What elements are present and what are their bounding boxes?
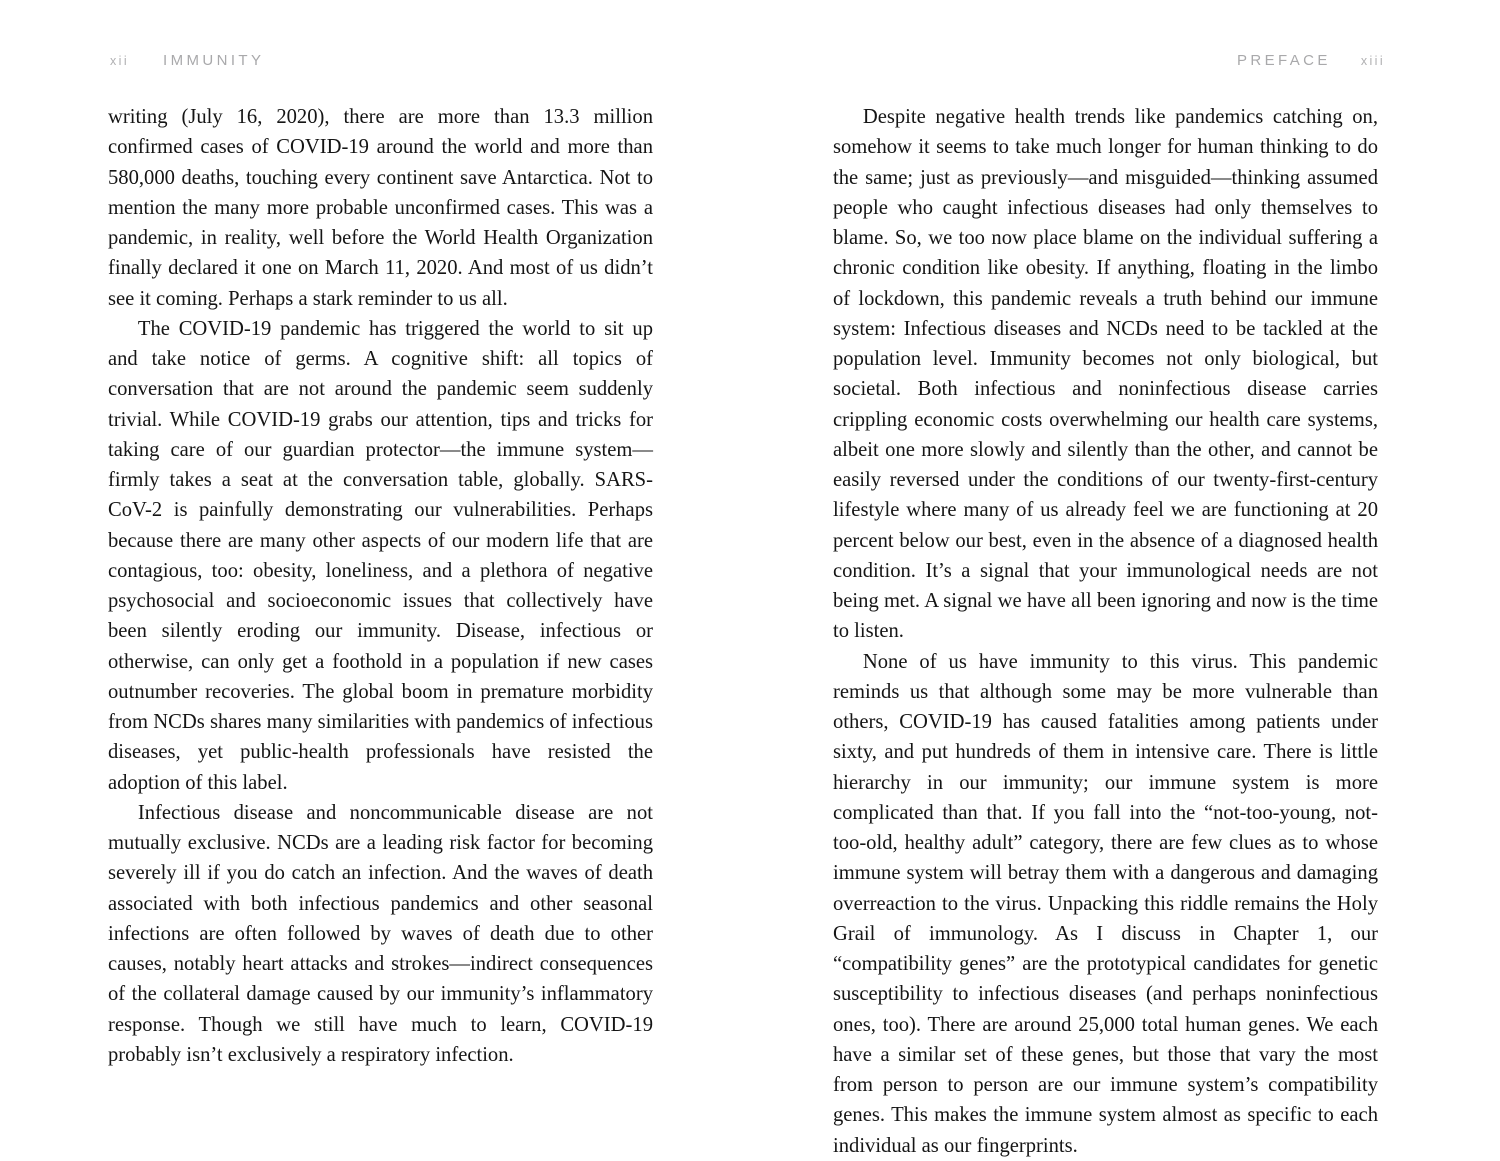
- paragraph: None of us have immunity to this virus. This pandemic reminds us that although some may be more vulnerable than others, COVID-19 has caused fatalities among patients under sixty, and put hundreds of them in intensive care. There is little hierarchy in our immunity; our immune system is more complicated than that. If you fall into the “not-too-young, not-too-old, healthy adult” category, there are few clues as to whose immune system will betray them with a dangerous and damaging overreaction to the virus. Unpacking this riddle remains the Holy Grail of immunology. As I discuss in Chapter 1, our “compatibility genes” are the prototypical candidates for genetic susceptibility to infectious diseases (and perhaps noninfectious ones, too). There are around 25,000 total human genes. We each have a similar set of these genes, but those that vary the most from person to person are our immune system’s compatibility genes. This makes the immune system almost as specific to each individual as our fingerprints.: [833, 650, 1378, 1157]
- recto-head-title: PREFACE: [1236, 52, 1331, 69]
- verso-head-title: IMMUNITY: [163, 52, 265, 69]
- paragraph: Despite negative health trends like pandemics catching on, somehow it seems to take much longer for human thinking to do the same; just as previously—and misguided—thinking assumed people who caught infectious diseases had only themselves to blame. So, we too now place blame on the individual suffering a chronic condition like obesity. If anything, floating in the limbo of lockdown, this pandemic reveals a truth behind our immune system: Infectious diseases and NCDs need to be tackled at the population level. Immunity becomes not only biological, but societal. Both infectious and noninfectious disease carries crippling economic costs overwhelming our health care systems, albeit one more slowly and silently than the other, and cannot be easily reversed under the conditions of our twenty-first-century lifestyle where many of us already feel we are functioning at 20 percent below our best, even in the absence of a diagnosed health condition. It’s a signal that your immunological needs are not being met. A signal we have all been ignoring and now is the time to listen.: [833, 106, 1378, 643]
- paragraph: Infectious disease and noncommunicable disease are not mutually exclusive. NCDs are a leading risk factor for becoming severely ill if you do catch an infection. And the waves of death associated with both infectious pandemics and other seasonal infections are often followed by waves of death due to other causes, notably heart attacks and strokes—indirect consequences of the collateral damage caused by our immunity’s inflammatory response. Though we still have much to learn, COVID-19 probably isn’t exclusively a respiratory infection.: [108, 801, 653, 1066]
- verso-text-column: [108, 102, 653, 1070]
- verso-running-head: [110, 52, 264, 74]
- paragraph: The COVID-19 pandemic has triggered the world to sit up and take notice of germs. A cognitive shift: all topics of conversation that are not around the pandemic seem suddenly trivial. While COVID-19 grabs our attention, tips and tricks for taking care of our guardian protector—the immune system—firmly takes a seat at the conversation table, globally. SARS-CoV-2 is painfully demonstrating our vulnerabilities. Perhaps because there are many other aspects of our modern life that are contagious, too: obesity, loneliness, and a plethora of negative psychosocial and socioeconomic issues that collectively have been silently eroding our immunity. Disease, infectious or otherwise, can only get a foothold in a population if new cases outnumber recoveries. The global boom in premature morbidity from NCDs shares many similarities with pandemics of infectious diseases, yet public-health professionals have resisted the adoption of this label.: [108, 317, 653, 794]
- recto-text-column: [833, 102, 1378, 1161]
- recto-running-head: [1237, 52, 1385, 74]
- paragraph: writing (July 16, 2020), there are more than 13.3 million confirmed cases of COVID-19 around the world and more than 580,000 deaths, touching every continent save Antarctica. Not to mention the many more probable unconfirmed cases. This was a pandemic, in reality, well before the World Health Organization finally declared it one on March 11, 2020. And most of us didn’t see it coming. Perhaps a stark reminder to us all.: [108, 106, 653, 310]
- verso-folio: xii: [110, 54, 130, 68]
- recto-folio: xiii: [1360, 54, 1385, 68]
